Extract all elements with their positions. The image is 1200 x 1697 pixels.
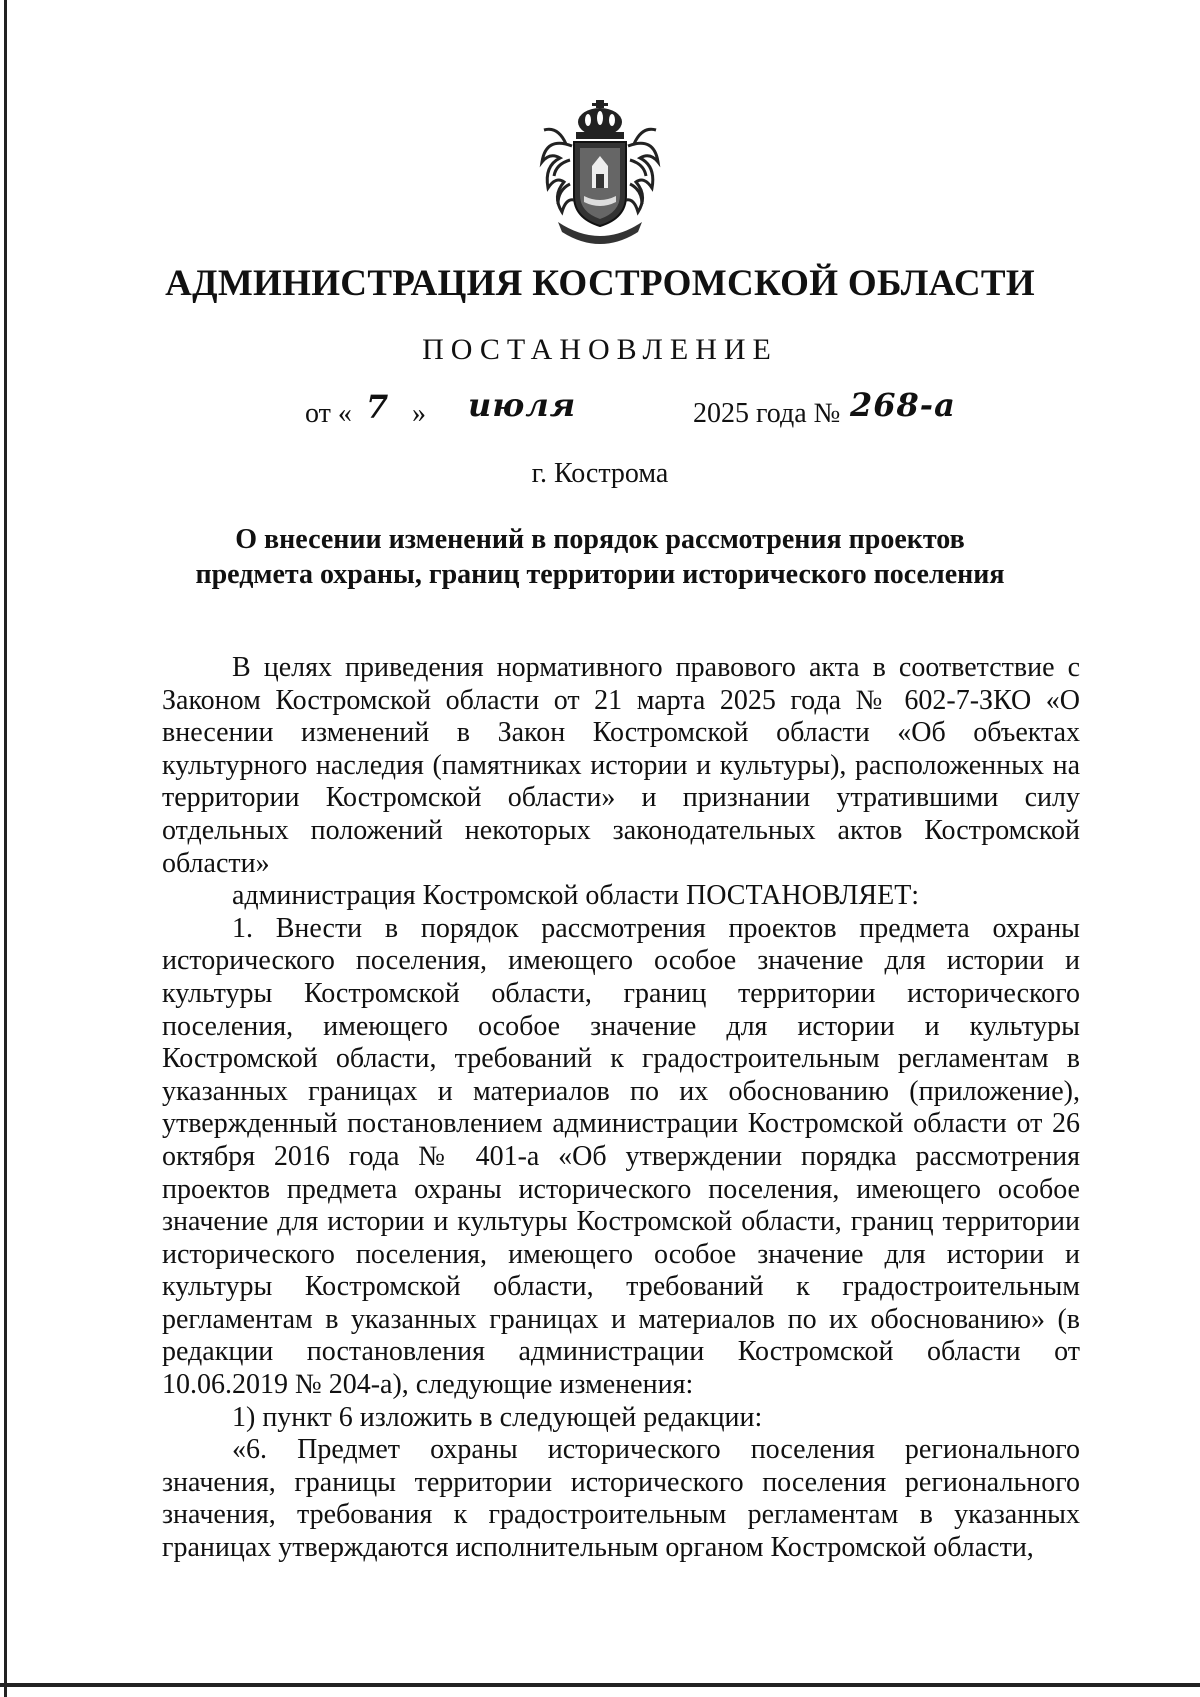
date-close-quote: » (412, 398, 426, 429)
scan-edge-left (4, 0, 7, 1697)
coat-of-arms-emblem (536, 100, 664, 248)
document-type: ПОСТАНОВЛЕНИЕ (422, 333, 778, 366)
title-line-2: предмета охраны, границ территории исторического поселения (195, 559, 1005, 590)
document-title (0, 522, 1200, 592)
title-line-1: О внесении изменений в порядок рассмотрения проектов (235, 524, 965, 555)
date-day-handwritten: 7 (366, 388, 390, 426)
paragraph-subitem-1: 1) пункт 6 изложить в следующей редакции: (232, 1401, 763, 1433)
agency-name: АДМИНИСТРАЦИЯ КОСТРОМСКОЙ ОБЛАСТИ (165, 263, 1035, 304)
scan-edge-bottom (0, 1683, 1200, 1687)
paragraph-purpose: В целях приведения нормативного правового акта в соответствие с Законом Костромской области от 21 марта 2025 года № 602-7-ЗКО «О внесении изменений в Закон Костромской области «Об объектах культурного наследия (памятниках истории и культуры), расположенных на территории Костромской области» и признании утратившими силу отдельных положений некоторых законодательных актов Костромской области» (162, 652, 1080, 879)
document-number-handwritten: 268-а (850, 386, 956, 424)
document-body (162, 652, 1080, 1565)
year-and-number-label: 2025 года № (693, 398, 841, 429)
paragraph-point-6: «6. Предмет охраны исторического поселения регионального значения, границы территории исторического поселения регионального значения, требования к градостроительным регламентам в указанных границах утверждаются исполнительным органом Костромской области, (162, 1434, 1080, 1564)
date-prefix: от « (305, 398, 352, 429)
city-name: г. Кострома (531, 458, 669, 489)
paragraph-resolves: администрация Костромской области ПОСТАНОВЛЯЕТ: (232, 880, 920, 912)
paragraph-item-1: 1. Внести в порядок рассмотрения проектов предмета охраны исторического поселения, имеющего особое значение для истории и культуры Костромской области, границ территории исторического поселения, имеющего особое значение для истории и культуры Костромской области, требований к градостроительным регламентам в указанных границах и материалов по их обоснованию (приложение), утвержденный постановлением администрации Костромской области от 26 октября 2016 года № 401-а «Об утверждении порядка рассмотрения проектов предмета охраны исторического поселения, имеющего особое значение для истории и культуры Костромской области, границ территории исторического поселения, имеющего особое значение для истории и культуры Костромской области, требований к градостроительным регламентам в указанных границах и материалов по их обоснованию» (в редакции постановления администрации Костромской области от 10.06.2019 № 204-а), следующие изменения: (162, 912, 1080, 1401)
date-month-handwritten: июля (468, 386, 577, 424)
